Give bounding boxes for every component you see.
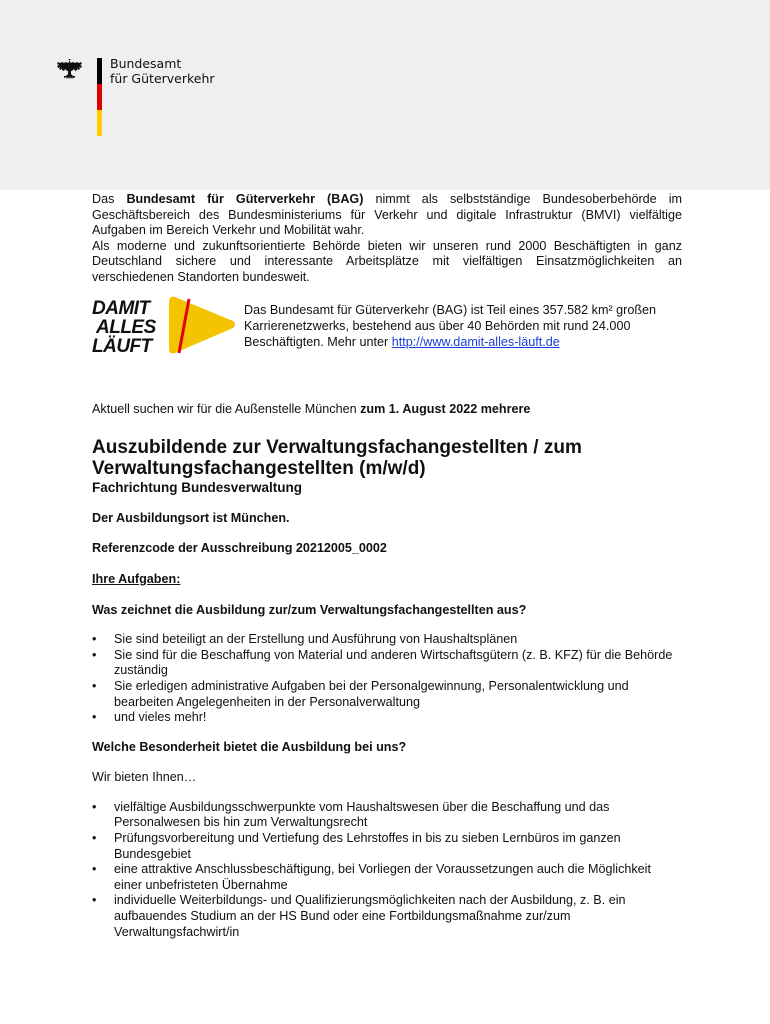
document-body bbox=[92, 192, 682, 940]
announcement: Aktuell suchen wir für die Außenstelle München zum 1. August 2022 mehrere bbox=[92, 401, 531, 416]
tasks-heading: Ihre Aufgaben: bbox=[92, 571, 181, 586]
org-name-line1: Bundesamt bbox=[110, 56, 182, 71]
damit-alles-laeuft-logo bbox=[92, 295, 237, 365]
tasks-question: Was zeichnet die Ausbildung zur/zum Verwaltungsfachangestellten aus? bbox=[92, 602, 527, 617]
list-item: • Sie erledigen administrative Aufgaben bei der Personalgewinnung, Personalentwicklung und bearbeiten Angelegenheiten in der Personalverwaltung bbox=[92, 678, 629, 709]
list-item: • eine attraktive Anschlussbeschäftigung, bei Vorliegen der Voraussetzungen auch die Möglichkeit einer unbefristeten Übernahme bbox=[92, 862, 651, 892]
offer-question: Welche Besonderheit bietet die Ausbildung bei uns? bbox=[92, 739, 407, 754]
german-flag-bar bbox=[97, 58, 102, 136]
list-item: • vielfältige Ausbildungsschwerpunkte vom Haushaltswesen über die Beschaffung und das Personalwesen bis hin zum Verwaltungsrecht bbox=[92, 799, 610, 830]
list-item: • Prüfungsvorbereitung und Vertiefung des Lehrstoffes in bis zu sieben Lernbüros im ganzen Bundesgebiet bbox=[92, 831, 621, 861]
offer-lead: Wir bieten Ihnen… bbox=[92, 770, 197, 785]
reference-code: Referenzcode der Ausschreibung 20212005_0002 bbox=[92, 541, 387, 556]
career-network-section bbox=[92, 295, 682, 375]
career-network-link[interactable]: http://www.damit-alles-läuft.de bbox=[391, 334, 560, 349]
tasks-list bbox=[92, 632, 682, 726]
offer-list bbox=[92, 800, 682, 940]
logo-word-3: LÄUFT bbox=[92, 335, 152, 357]
logo-word-2: ALLES bbox=[96, 316, 156, 338]
logo-word-1: DAMIT bbox=[92, 297, 150, 319]
organization-name bbox=[110, 56, 215, 86]
training-location: Der Ausbildungsort ist München. bbox=[92, 510, 290, 525]
org-name-line2: für Güterverkehr bbox=[110, 71, 215, 86]
job-subtitle: Fachrichtung Bundesverwaltung bbox=[92, 480, 303, 496]
intro-paragraph-2: Als moderne und zukunftsorientierte Behörde bieten wir unseren rund 2000 Beschäftigten in ganz Deutschland sichere und interessante Arbeitsplätze mit vielfältigen Einsatzmöglichkeiten an verschiedenen Standorten bundesweit. bbox=[92, 238, 682, 284]
career-network-text: Das Bundesamt für Güterverkehr (BAG) ist Teil eines 357.582 km² großen Karrierenetzwerks, bestehend aus über 40 Behörden mit rund 24.000 Beschäftigten. Mehr unter http://www.damit-alles-läuft.de bbox=[244, 302, 657, 349]
list-item: • individuelle Weiterbildungs- und Qualifizierungsmöglichkeiten nach der Ausbildung, z. B. ein aufbauendes Studium an der HS Bund oder eine Fortbildungsmaßnahme zur/zum Verwaltungsfachwirt/in bbox=[92, 893, 626, 939]
list-item: • und vieles mehr! bbox=[92, 710, 207, 725]
list-item: • Sie sind für die Beschaffung von Material und anderen Wirtschaftsgütern (z. B. KFZ) für die Behörde zuständig bbox=[92, 647, 673, 678]
logo-play-triangle-icon bbox=[167, 295, 237, 357]
job-title: Auszubildende zur Verwaltungsfachangestellten / zum Verwaltungsfachangestellten (m/w/d) bbox=[92, 437, 582, 480]
list-item: • Sie sind beteiligt an der Erstellung und Ausführung von Haushaltsplänen bbox=[92, 632, 518, 647]
federal-eagle-icon bbox=[55, 57, 89, 87]
agency-name: Bundesamt für Güterverkehr (BAG) bbox=[126, 192, 364, 206]
intro-paragraph-1: Das Bundesamt für Güterverkehr (BAG) nimmt als selbstständige Bundesoberbehörde im Geschäftsbereich des Bundesministeriums für Verkehr und digitale Infrastruktur (BMVI) vielfältige Aufgaben im Bereich Verkehr und Mobilität wahr. bbox=[92, 192, 682, 238]
header-band bbox=[0, 0, 770, 190]
